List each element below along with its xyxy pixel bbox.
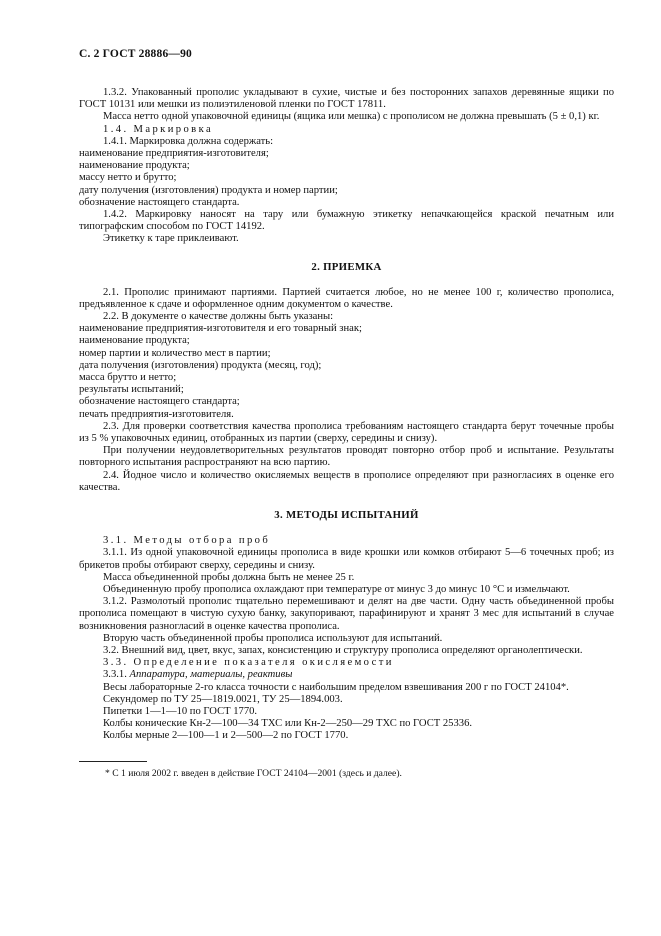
paragraph: 3.2. Внешний вид, цвет, вкус, запах, консистенцию и структуру прополиса определяют органолептически. xyxy=(103,644,583,656)
paragraph: 2.3. Для проверки соответствия качества прополиса требованиям настоящего стандарта берут точечные пробы из 5 % упаковочных единиц, отобранных из партии (сверху, середины и снизу). xyxy=(79,420,614,445)
subsection-heading-sampling: 3.1. Методы отбора проб xyxy=(103,535,271,547)
paragraph: 1.4.1. Маркировка должна содержать: xyxy=(103,135,274,147)
paragraph: 1.3.2. Упакованный прополис укладывают в сухие, чистые и без посторонних запахов деревянные ящики по ГОСТ 10131 или мешки из полиэтиленовой пленки по ГОСТ 17811. xyxy=(79,87,614,111)
list-item: дата получения (изготовления) продукта (месяц, год); xyxy=(79,359,322,371)
paragraph: Вторую часть объединенной пробы прополиса используют для испытаний. xyxy=(103,632,443,644)
clause-title: Аппаратура, материалы, реактивы xyxy=(129,669,293,681)
document-page xyxy=(79,48,614,779)
page-header: С. 2 ГОСТ 28886—90 xyxy=(79,48,192,60)
paragraph: Масса объединенной пробы должна быть не менее 25 г. xyxy=(103,571,355,583)
paragraph: 3.1.2. Размолотый прополис тщательно перемешивают и делят на две части. Одну часть объединенной пробы прополиса помещают в чистую сухую банку, закупоривают, парафинируют и хранят 3 мес для испытаний в случае возникновения разногласий в оценке качества прополиса. xyxy=(79,596,614,632)
list-item: номер партии и количество мест в партии; xyxy=(79,347,271,359)
list-item: наименование предприятия-изготовителя и его товарный знак; xyxy=(79,323,362,335)
list-item: обозначение настоящего стандарта; xyxy=(79,396,240,408)
footnote: * С 1 июля 2002 г. введен в действие ГОСТ 24104—2001 (здесь и далее). xyxy=(105,767,402,779)
list-item: наименование продукта; xyxy=(79,335,190,347)
paragraph: 2.1. Прополис принимают партиями. Партией считается любое, но не менее 100 г, количество прополиса, предъявленное к сдаче и оформленное одним документом о качестве. xyxy=(79,286,614,310)
list-item: дату получения (изготовления) продукта и номер партии; xyxy=(79,184,338,196)
paragraph: Колбы мерные 2—100—1 и 2—500—2 по ГОСТ 1770. xyxy=(103,730,349,742)
paragraph: Объединенную пробу прополиса охлаждают при температуре от минус 3 до минус 10 °С и измельчают. xyxy=(103,583,570,595)
paragraph: Пипетки 1—1—10 по ГОСТ 1770. xyxy=(103,705,258,717)
list-item: массу нетто и брутто; xyxy=(79,172,177,184)
list-item: результаты испытаний; xyxy=(79,384,184,396)
list-item: обозначение настоящего стандарта. xyxy=(79,196,240,208)
subsection-heading-oxidizability: 3.3. Определение показателя окисляемости xyxy=(103,657,394,669)
subsection-heading-apparatus xyxy=(79,669,614,681)
paragraph: Секундомер по ТУ 25—1819.0021, ТУ 25—1894.003. xyxy=(103,693,343,705)
section-title-acceptance: 2. ПРИЕМКА xyxy=(311,260,382,273)
list-item: масса брутто и нетто; xyxy=(79,372,177,384)
paragraph: 1.4.2. Маркировку наносят на тару или бумажную этикетку непачкающейся краской печатным или типографским способом по ГОСТ 14192. xyxy=(79,209,614,233)
section-title-test-methods: 3. МЕТОДЫ ИСПЫТАНИЙ xyxy=(274,509,419,522)
paragraph: 2.2. В документе о качестве должны быть указаны: xyxy=(103,311,334,323)
subsection-heading-marking: 1.4. Маркировка xyxy=(103,123,214,135)
paragraph: Этикетку к таре приклеивают. xyxy=(103,233,239,245)
list-item: наименование продукта; xyxy=(79,160,190,172)
footnote-divider xyxy=(79,761,147,762)
paragraph: Масса нетто одной упаковочной единицы (ящика или мешка) с прополисом не должна превышать (5 ± 0,1) кг. xyxy=(103,111,600,123)
list-item: наименование предприятия-изготовителя; xyxy=(79,148,269,160)
clause-number: 3.3.1. xyxy=(103,669,130,681)
paragraph: 3.1.1. Из одной упаковочной единицы прополиса в виде крошки или комков отбирают 5—6 точечных проб; из брикетов пробы отбирают сверху, середины и снизу. xyxy=(79,547,614,571)
paragraph: При получении неудовлетворительных результатов проводят повторно отбор проб и испытание. Результаты повторного испытания распространяют на всю партию. xyxy=(79,445,614,469)
list-item: печать предприятия-изготовителя. xyxy=(79,408,234,420)
paragraph: Весы лабораторные 2-го класса точности с наибольшим пределом взвешивания 200 г по ГОСТ 24104*. xyxy=(103,681,569,693)
paragraph: Колбы конические Кн-2—100—34 ТХС или Кн-2—250—29 ТХС по ГОСТ 25336. xyxy=(103,718,473,730)
paragraph: 2.4. Йодное число и количество окисляемых веществ в прополисе определяют при разногласиях в оценке его качества. xyxy=(79,469,614,493)
